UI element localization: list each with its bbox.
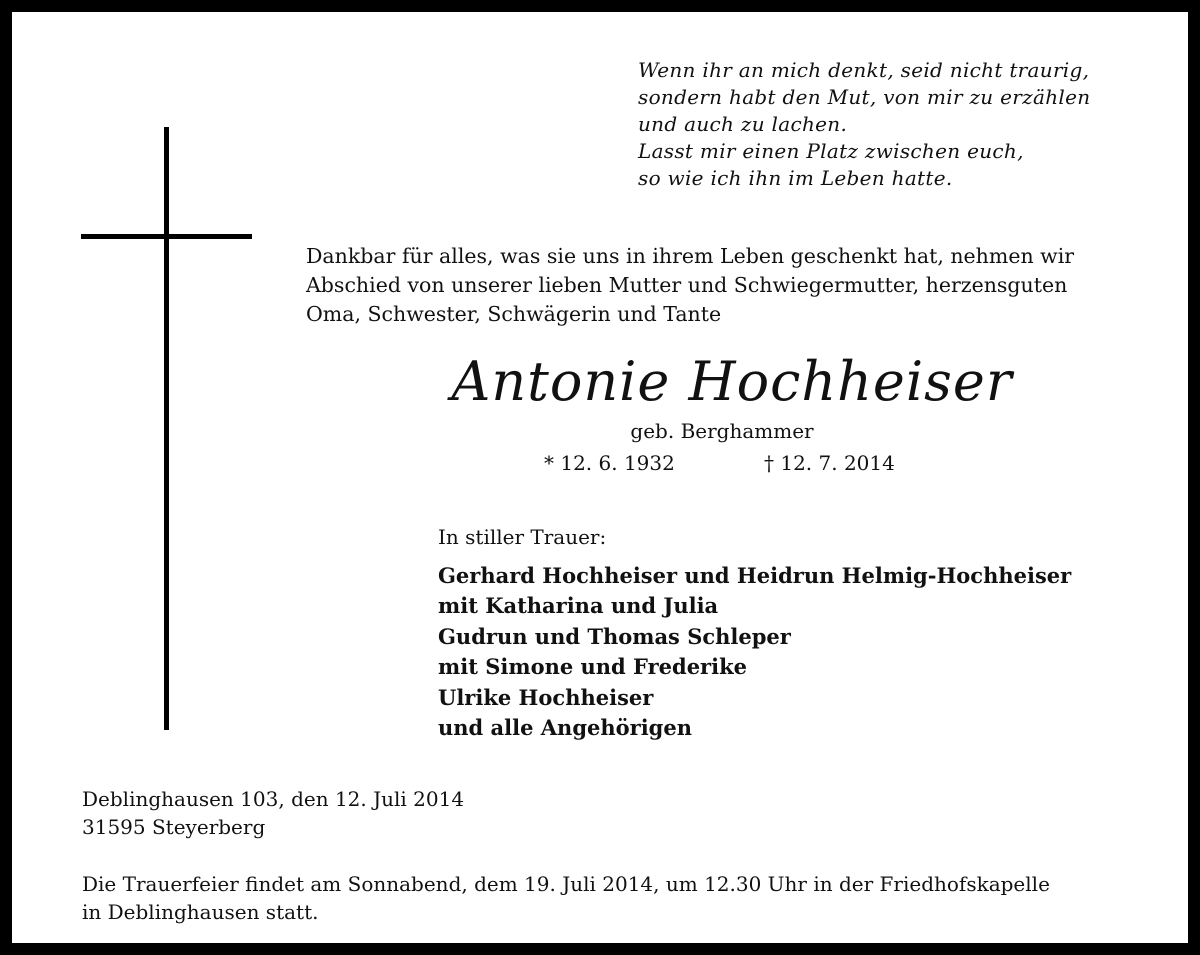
- address-line: 31595 Steyerberg: [82, 815, 266, 839]
- maiden-name: geb. Berghammer: [630, 419, 814, 443]
- mourner-line: Gerhard Hochheiser und Heidrun Helmig-Hochheiser: [438, 563, 1072, 588]
- intro-line: Oma, Schwester, Schwägerin und Tante: [306, 302, 722, 326]
- birth-date: * 12. 6. 1932: [544, 451, 675, 475]
- cross-vertical-beam: [164, 127, 169, 730]
- ceremony-line: in Deblinghausen statt.: [82, 900, 319, 924]
- address-block: [82, 785, 464, 841]
- poem-line: so wie ich ihn im Leben hatte.: [638, 166, 953, 190]
- mourning-label: In stiller Trauer:: [438, 525, 607, 549]
- death-date: † 12. 7. 2014: [764, 451, 895, 475]
- address-line: Deblinghausen 103, den 12. Juli 2014: [82, 787, 465, 811]
- poem-line: und auch zu lachen.: [638, 112, 848, 136]
- mourner-line: mit Katharina und Julia: [438, 593, 719, 619]
- intro-line: Dankbar für alles, was sie uns in ihrem Leben geschenkt hat, nehmen wir: [306, 244, 1075, 268]
- mourner-line: mit Simone und Frederike: [438, 654, 748, 680]
- mourner-line: Gudrun und Thomas Schleper: [438, 623, 791, 649]
- ceremony-notice: [82, 870, 1050, 926]
- deceased-name: Antonie Hochheiser: [451, 350, 1013, 413]
- poem-line: sondern habt den Mut, von mir zu erzählen: [638, 85, 1091, 109]
- intro-text: [306, 242, 1074, 329]
- mourner-line: und alle Angehörigen: [438, 715, 692, 741]
- intro-line: Abschied von unserer lieben Mutter und Schwiegermutter, herzensguten: [306, 273, 1068, 297]
- ceremony-line: Die Trauerfeier findet am Sonnabend, dem 19. Juli 2014, um 12.30 Uhr in der Friedhofskapelle: [82, 872, 1050, 896]
- cross-horizontal-beam: [81, 234, 252, 239]
- mourner-line: Ulrike Hochheiser: [438, 684, 654, 710]
- poem-verse: [638, 57, 1090, 192]
- mourners-list: [438, 561, 1071, 743]
- poem-line: Lasst mir einen Platz zwischen euch,: [638, 139, 1024, 163]
- poem-line: Wenn ihr an mich denkt, seid nicht traurig,: [638, 58, 1090, 82]
